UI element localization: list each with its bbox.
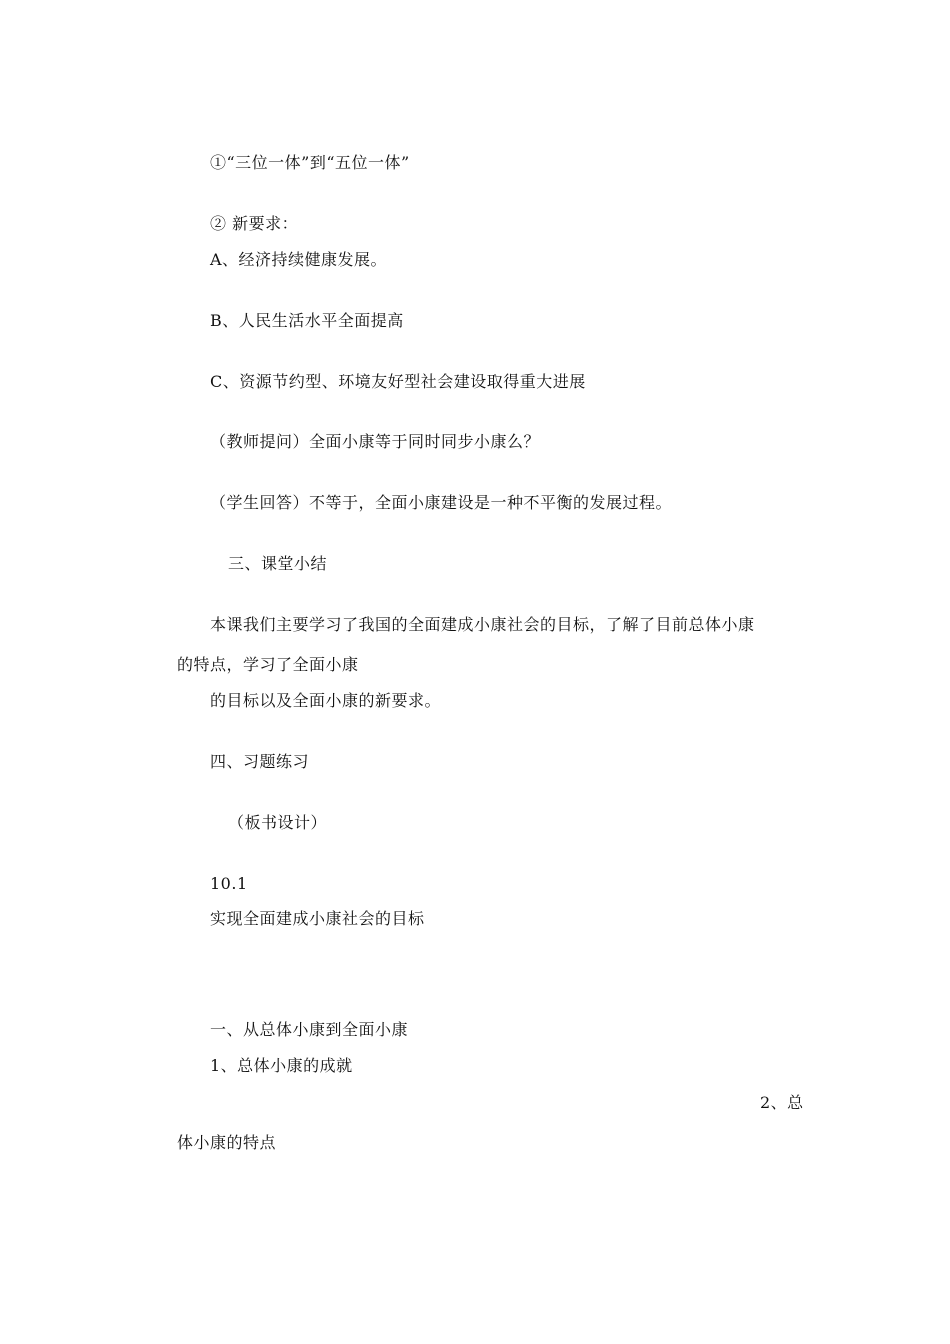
section-heading-exercises: 四、习题练习 [210,752,310,771]
text-line-board-design: （板书设计） [228,813,328,832]
section-heading-summary: 三、课堂小结 [228,554,328,573]
text-line-student-answer: （学生回答）不等于，全面小康建设是一种不平衡的发展过程。 [210,493,673,512]
text-line-five-in-one: ①“三位一体”到“五位一体” [210,153,410,172]
text-line-requirement-c: C、资源节约型、环境友好型社会建设取得重大进展 [210,372,586,391]
text-line-lesson-title: 实现全面建成小康社会的目标 [210,909,425,928]
text-line-teacher-question: （教师提问）全面小康等于同时同步小康么？ [210,432,541,451]
text-line-requirement-a: A、经济持续健康发展。 [210,250,388,269]
text-line-lesson-number: 10.1 [210,874,248,893]
outline-subitem-1: 1、总体小康的成就 [210,1056,353,1075]
text-line-new-requirements: ② 新要求： [210,214,299,233]
text-line-requirement-b: B、人民生活水平全面提高 [210,311,404,330]
text-line-summary-3: 的目标以及全面小康的新要求。 [210,691,442,710]
outline-subitem-2-start: 2、总 [760,1093,804,1112]
outline-item-1: 一、从总体小康到全面小康 [210,1020,409,1039]
outline-subitem-2-end: 体小康的特点 [177,1133,277,1152]
text-line-summary-1: 本课我们主要学习了我国的全面建成小康社会的目标，了解了目前总体小康 [210,615,755,634]
text-line-summary-2: 的特点，学习了全面小康 [177,655,359,674]
